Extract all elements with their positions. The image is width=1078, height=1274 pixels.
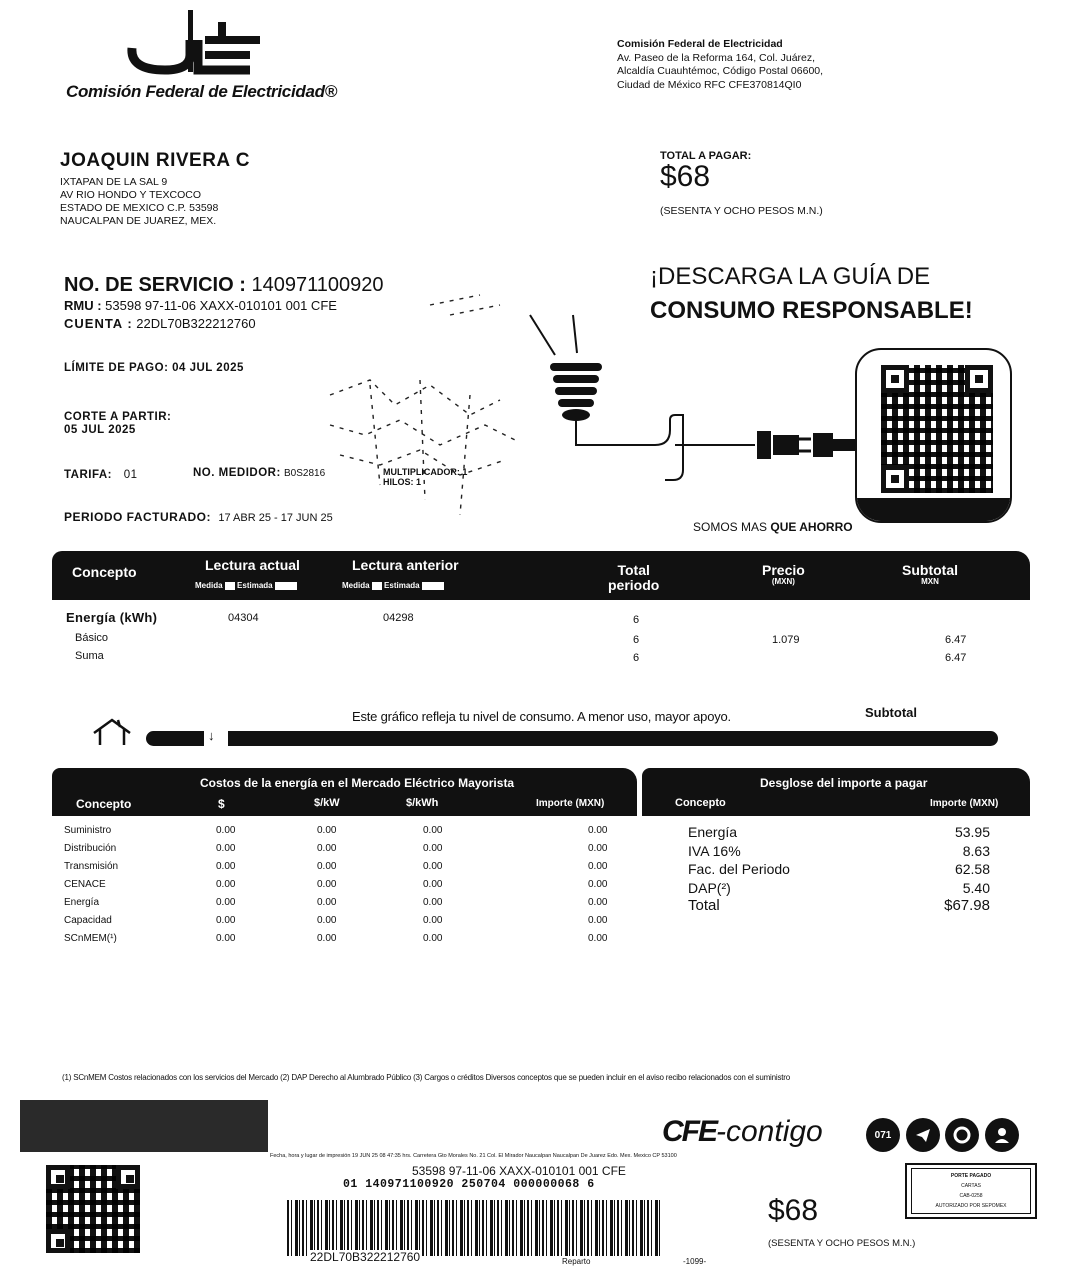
lightbulb-plug-illustration [525,305,865,485]
tarifa [64,469,138,481]
porte-line: CAB-0258 [959,1193,983,1199]
market-row-pesos: 0.00 [216,915,236,926]
market-row-concepto: SCnMEM(¹) [64,933,117,944]
breakdown-body [688,823,990,916]
market-row-kwh: 0.00 [423,915,443,926]
address-line: ESTADO DE MEXICO C.P. 53598 [60,202,219,214]
market-row-kw: 0.00 [317,915,337,926]
market-row-importe: 0.00 [588,825,608,836]
breakdown-importe: 62.58 [954,861,990,877]
company-address-line: Alcaldía Cuauhtémoc, Código Postal 06600, [617,65,824,77]
rmu-value: 53598 97-11-06 XAXX-010101 001 CFE [105,298,337,313]
print-info: Fecha, hora y lugar de impresión 19 JUN 25 08 47:35 hrs. Carretera Gto Morales No. 21 Col. El Mirador Naucalpan Naucalpan De Juarez Edo. Mex. Mexico CP 53100 [270,1153,677,1159]
market-row-kwh: 0.00 [423,825,443,836]
market-row-importe: 0.00 [588,861,608,872]
row-subtotal: 6.47 [945,652,967,664]
market-row-kwh: 0.00 [423,861,443,872]
cuenta-value: 22DL70B322212760 [136,316,256,331]
row-anterior: 04298 [383,612,414,624]
breakdown-concepto: IVA 16% [688,842,741,859]
market-row-pesos: 0.00 [216,897,236,908]
telegram-icon[interactable] [906,1118,940,1152]
total-label-1: Total [617,562,650,578]
promo-qr-frame[interactable] [855,348,1012,523]
footer-amount: $68 [768,1194,819,1227]
market-row-pesos: 0.00 [216,879,236,890]
market-row-kwh: 0.00 [423,933,443,944]
footnote: (1) SCnMEM Costos relacionados con los servicios del Mercado (2) DAP Derecho al Alumbrado Público (3) Cargos o créditos Diversos conceptos que se pueden incluir en el aviso recibo relacionados con el suministro [62,1073,790,1082]
market-row-kw: 0.00 [317,933,337,944]
market-row-importe: 0.00 [588,915,608,926]
row-total: 6 [633,652,640,664]
header-actual-sub [195,582,297,591]
barcode-text: 22DL70B322212760 [310,1250,421,1264]
promo-tagline [693,520,853,534]
header-total-periodo [608,563,659,592]
row-subtotal: 6.47 [945,634,967,646]
market-row-kw: 0.00 [317,879,337,890]
breakdown-row [688,879,990,898]
market-row-concepto: Capacidad [64,915,112,926]
breakdown-importe: $67.98 [944,897,990,914]
tagline-bold: QUE AHORRO [770,520,853,534]
subtotal-label-1: Subtotal [902,562,958,578]
breakdown-header [642,768,1030,816]
market-row-kw: 0.00 [317,897,337,908]
tagline-prefix: SOMOS MAS [693,520,768,534]
periodo [64,510,333,524]
corte-value: 05 JUL 2025 [64,424,136,436]
estimada-label: Estimada [237,581,273,591]
footer-ref-line: 01 140971100920 250704 000000068 6 [343,1178,595,1191]
gauge-caption: Este gráfico refleja tu nivel de consumo. A menor uso, mayor apoyo. [352,709,731,724]
address-line: IXTAPAN DE LA SAL 9 [60,176,168,188]
total-amount: $68 [660,160,711,193]
cfe-logo [110,0,280,75]
market-row-concepto: Distribución [64,843,117,854]
precio-label-2: (MXN) [771,576,795,586]
customer-address [60,176,218,228]
address-line: AV RIO HONDO Y TEXCOCO [60,189,202,201]
corte-label: CORTE A PARTIR: [64,411,172,423]
market-row-concepto: CENACE [64,879,106,890]
company-address-block [617,38,823,92]
medidor-value: B0S2816 [283,468,326,479]
user-icon[interactable] [985,1118,1019,1152]
header-concepto: Concepto [72,564,137,580]
071-icon[interactable]: 071 [866,1118,900,1152]
market-row-kw: 0.00 [317,843,337,854]
porte-line: AUTORIZADO POR SEPOMEX [935,1203,1007,1209]
row-total: 6 [633,634,640,646]
market-row-kw: 0.00 [317,861,337,872]
rmu-line [64,298,337,313]
breakdown-header-concepto: Concepto [675,797,726,809]
cfe-contigo-cfe: CFE [662,1115,716,1148]
market-row-kw: 0.00 [317,825,337,836]
medidor-label: NO. MEDIDOR: [193,467,281,479]
header-lectura-actual: Lectura actual [205,557,300,573]
precio-label-1: Precio [762,562,805,578]
breakdown-concepto: Fac. del Periodo [688,861,790,877]
market-header-pesos: $ [218,797,225,811]
breakdown-header-importe: Importe (MXN) [930,798,999,809]
breakdown-row [688,823,990,842]
header-precio [762,563,805,586]
gauge-marker-icon: ↓ [208,728,215,743]
market-row-pesos: 0.00 [216,843,236,854]
market-header-kwh: $/kWh [406,797,439,809]
medida-label: Medida [195,581,223,591]
market-row-pesos: 0.00 [216,825,236,836]
footer-rmu-line: 53598 97-11-06 XAXX-010101 001 CFE [412,1164,626,1178]
market-row-kwh: 0.00 [423,897,443,908]
breakdown-concepto: DAP(²) [688,879,731,896]
breakdown-title: Desglose del importe a pagar [760,776,928,790]
customer-name: JOAQUIN RIVERA C [60,150,250,171]
breakdown-row [688,842,990,861]
footer-qr-code [46,1165,140,1253]
service-number: 140971100920 [251,274,384,296]
footer-in-words: (SESENTA Y OCHO PESOS M.N.) [768,1238,916,1249]
globe-illustration [310,285,530,545]
row-total: 6 [633,614,640,626]
row-actual: 04304 [228,612,259,624]
market-row-pesos: 0.00 [216,861,236,872]
service-number-label: NO. DE SERVICIO : [64,274,246,296]
limite-label: LÍMITE DE PAGO: [64,362,169,374]
porte-line: CARTAS [961,1183,981,1189]
company-name: Comisión Federal de Electricidad [617,38,783,50]
row-concepto: Suma [75,650,104,662]
total-in-words: (SESENTA Y OCHO PESOS M.N.) [660,205,823,217]
header-anterior-sub [342,582,444,591]
hilos-label: HILOS: [383,477,414,487]
porte-line: PORTE PAGADO [950,1173,992,1179]
redacted-block [20,1100,268,1152]
estimada-label: Estimada [384,581,420,591]
gauge-bar [228,731,998,746]
medida-label: Medida [342,581,370,591]
rmu-label: RMU : [64,298,102,313]
corte [64,411,171,437]
breakdown-row [688,897,990,916]
periodo-label: PERIODO FACTURADO: [64,510,211,524]
market-row-importe: 0.00 [588,897,608,908]
breakdown-concepto: Energía [688,824,738,840]
tarifa-value: 01 [123,469,138,481]
breakdown-importe: 53.95 [954,824,990,840]
market-header-concepto: Concepto [76,797,132,811]
tarifa-label: TARIFA: [64,469,113,481]
market-row-importe: 0.00 [588,879,608,890]
breakdown-importe: 5.40 [962,879,990,896]
cfe-contigo-text: -contigo [716,1115,823,1148]
house-icon [90,717,138,747]
total-label: TOTAL A PAGAR: [660,150,752,162]
address-line: NAUCALPAN DE JUAREZ, MEX. [60,215,217,227]
promo-line1: ¡DESCARGA LA GUÍA DE [650,263,931,290]
total-label-2: periodo [608,576,660,593]
row-concepto: Básico [75,632,109,644]
market-row-concepto: Transmisión [64,861,119,872]
porte-pagado-box [905,1163,1037,1219]
market-row-importe: 0.00 [588,843,608,854]
row-concepto: Energía (kWh) [66,610,158,625]
gauge-subtotal-label: Subtotal [865,705,917,720]
hilos-value: 1 [416,477,422,487]
medidor [193,467,325,479]
logo-text: Comisión Federal de Electricidad® [66,82,337,101]
market-row-importe: 0.00 [588,933,608,944]
header-lectura-anterior: Lectura anterior [352,557,459,573]
company-address-line: Av. Paseo de la Reforma 164, Col. Juárez, [617,51,816,64]
multiplicador-value: 1 [462,467,468,477]
app-icon[interactable] [945,1118,979,1152]
subtotal-label-2: MXN [921,576,939,586]
breakdown-row [688,860,990,879]
market-row-concepto: Energía [64,897,100,908]
limite-pago [64,362,244,374]
reparto-code: -1099- [683,1257,707,1266]
promo-line2: CONSUMO RESPONSABLE! [650,297,973,324]
cfe-contigo-logo [662,1115,823,1149]
breakdown-concepto: Total [688,897,720,914]
cuenta-label: CUENTA : [64,316,133,331]
limite-value: 04 JUL 2025 [172,362,244,374]
header-subtotal [902,563,958,586]
periodo-value: 17 ABR 25 - 17 JUN 25 [218,512,333,524]
market-row-concepto: Suministro [64,825,112,836]
promo-qr-bottom-band [857,498,1012,523]
breakdown-importe: 8.63 [962,842,990,859]
market-header-kw: $/kW [314,797,340,809]
company-address-line: Ciudad de México RFC CFE370814QI0 [617,78,802,91]
barcode [287,1200,660,1256]
gauge-segment-left [146,731,204,746]
market-costs-header [52,768,637,816]
promo-qr-code [881,365,993,493]
multiplicador-label: MULTIPLICADOR: [383,467,460,477]
row-precio: 1.079 [772,634,800,646]
cuenta-line [64,316,256,331]
market-row-kwh: 0.00 [423,879,443,890]
market-costs-title: Costos de la energía en el Mercado Eléctrico Mayorista [200,776,515,790]
market-header-importe: Importe (MXN) [536,798,605,809]
reparto-label: Reparto [562,1257,591,1266]
market-row-pesos: 0.00 [216,933,236,944]
market-row-kwh: 0.00 [423,843,443,854]
consumption-table-header [52,551,1030,600]
